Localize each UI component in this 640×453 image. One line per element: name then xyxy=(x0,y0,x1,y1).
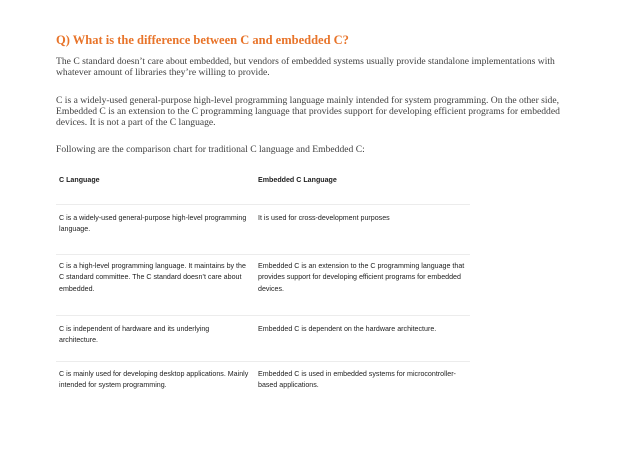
comparison-intro-paragraph: Following are the comparison chart for traditional C language and Embedded C: xyxy=(56,144,365,155)
table-row xyxy=(56,362,470,402)
question-title: Q) What is the difference between C and embedded C? xyxy=(56,33,349,47)
table-row xyxy=(56,316,470,362)
table-row xyxy=(56,255,470,316)
table-cell: C is a high-level programming language. It maintains by the C standard committee. The C standard doesn’t care about embedded. xyxy=(59,262,246,293)
table-cell: C is a widely-used general-purpose high-level programming language. xyxy=(59,214,247,234)
table-row xyxy=(56,205,470,255)
intro-paragraph: The C standard doesn’t care about embedded, but vendors of embedded systems usually provide standalone implementations with whatever amount of libraries they’re willing to provide. xyxy=(56,56,555,79)
table-cell: Embedded C is dependent on the hardware architecture. xyxy=(258,325,437,333)
header-embedded-c-language: Embedded C Language xyxy=(258,176,337,184)
table-header-row xyxy=(56,168,470,205)
table-cell: It is used for cross-development purposes xyxy=(258,214,390,222)
table-cell: C is mainly used for developing desktop applications. Mainly intended for system programming. xyxy=(59,370,249,390)
header-c-language: C Language xyxy=(59,176,100,184)
comparison-table xyxy=(56,168,470,402)
table-cell: Embedded C is an extension to the C programming language that provides support for developing efficient programs for embedded devices. xyxy=(258,262,465,293)
table-cell: Embedded C is used in embedded systems for microcontroller-based applications. xyxy=(258,370,456,390)
table-cell: C is independent of hardware and its underlying architecture. xyxy=(59,325,210,345)
description-paragraph: C is a widely-used general-purpose high-level programming language mainly intended for system programming. On the other side, Embedded C is an extension to the C programming language that provides support for developing efficient programs for embedded devices. It is not a part of the C language. xyxy=(56,95,560,129)
